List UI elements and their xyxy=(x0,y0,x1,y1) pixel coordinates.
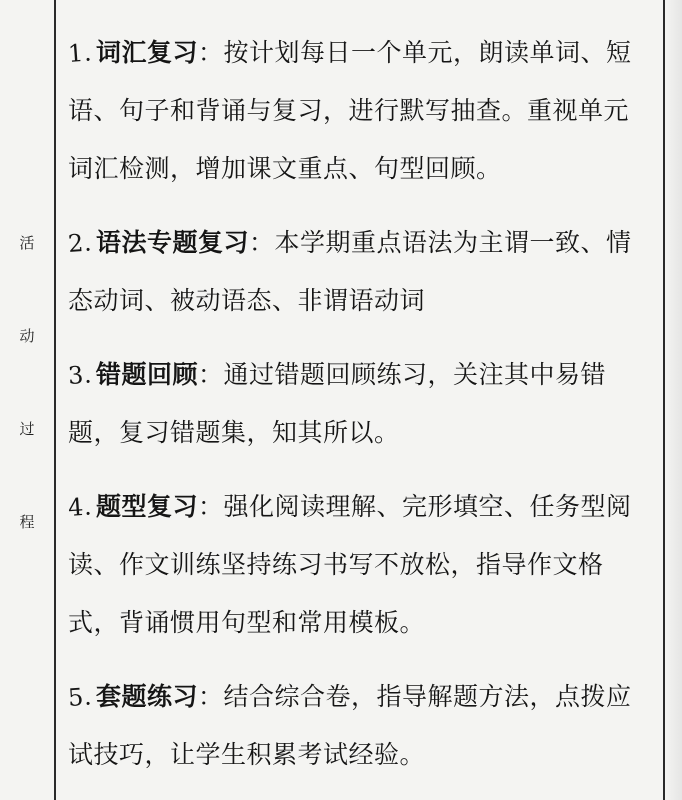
side-label-char: 活 xyxy=(19,234,35,252)
item-body: ：结合综合卷，指导解题方法，点拨应试技巧，让学生积累考试经验。 xyxy=(68,682,632,769)
item-heading: 语法专题复习 xyxy=(96,228,250,257)
review-plan-content xyxy=(68,24,654,800)
item-heading: 题型复习 xyxy=(96,492,199,521)
item-heading: 错题回顾 xyxy=(96,360,199,389)
item-number: 5. xyxy=(67,682,93,712)
plan-item-text xyxy=(68,346,654,462)
item-body: ：通过错题回顾练习，关注其中易错题，复习错题集，知其所以。 xyxy=(68,360,607,447)
side-label-char: 过 xyxy=(19,420,35,438)
side-label-char: 程 xyxy=(19,513,35,531)
plan-item xyxy=(68,346,654,462)
plan-item xyxy=(68,478,654,652)
item-body: ：按计划每日一个单元，朗读单词、短语、句子和背诵与复习，进行默写抽查。重视单元词汇检测，增加课文重点、句型回顾。 xyxy=(68,38,632,183)
activity-process-label xyxy=(14,236,40,530)
plan-item xyxy=(68,24,654,198)
item-heading: 词汇复习 xyxy=(96,38,199,67)
left-margin-rule xyxy=(54,0,56,800)
plan-item-text xyxy=(68,668,654,784)
item-number: 1. xyxy=(67,38,93,68)
item-body: ：强化阅读理解、完形填空、任务型阅读、作文训练坚持练习书写不放松，指导作文格式，背诵惯用句型和常用模板。 xyxy=(68,492,632,637)
plan-item-text xyxy=(68,478,654,652)
plan-item-text xyxy=(68,214,654,330)
page-edge-shadow xyxy=(665,0,682,800)
item-number: 2. xyxy=(67,228,93,258)
item-heading: 套题练习 xyxy=(96,682,199,711)
item-number: 4. xyxy=(67,492,93,522)
item-number: 3. xyxy=(67,360,93,390)
plan-item-text xyxy=(68,24,654,198)
plan-item xyxy=(68,214,654,330)
side-label-char: 动 xyxy=(19,327,35,345)
item-body: ：本学期重点语法为主谓一致、情态动词、被动语态、非谓语动词 xyxy=(68,228,632,315)
plan-item xyxy=(68,668,654,784)
